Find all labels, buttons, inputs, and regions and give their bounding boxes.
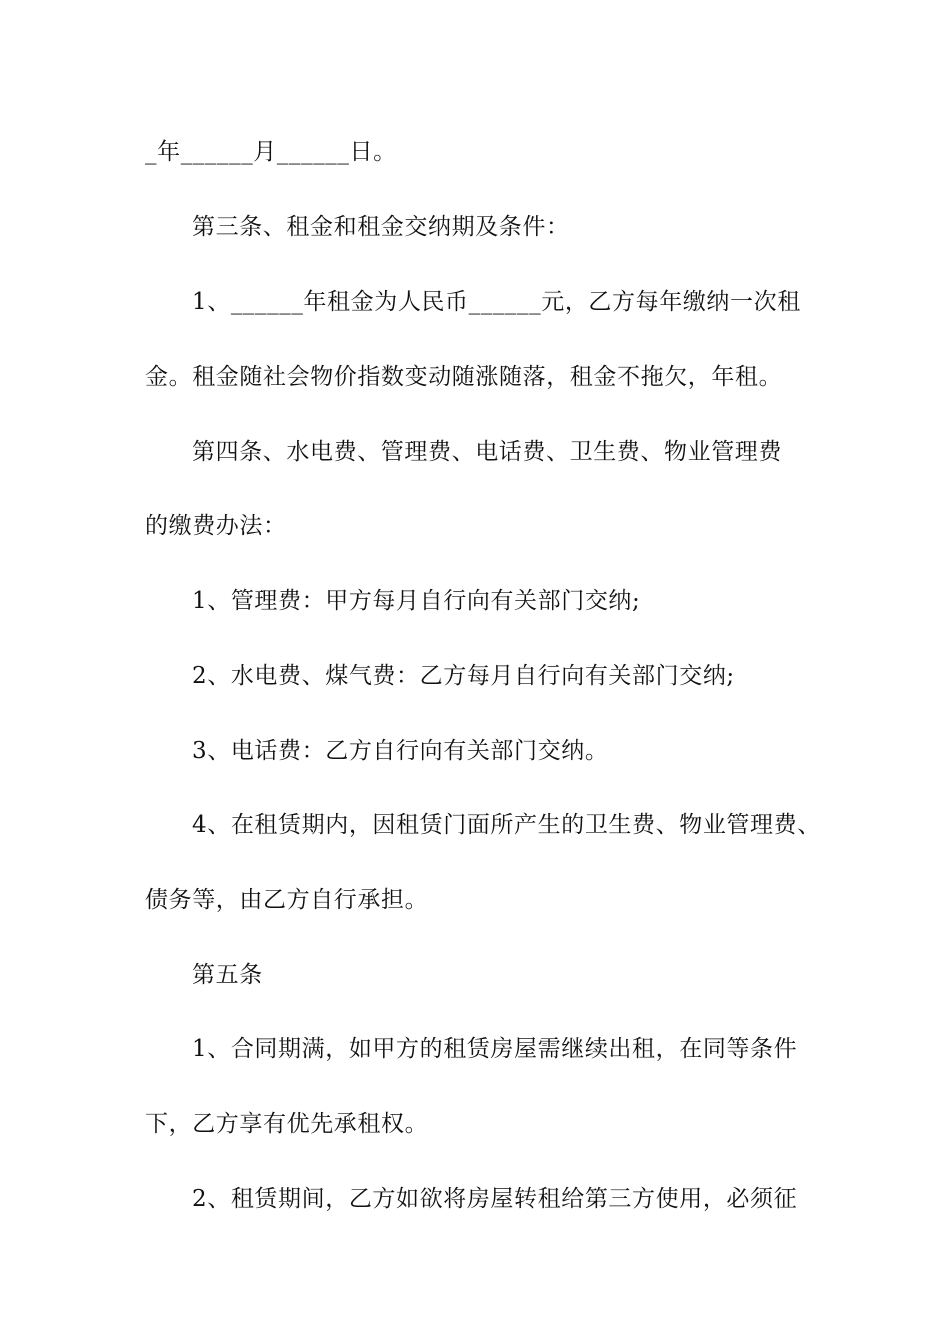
text-line: 下，乙方享有优先承租权。 [145, 1111, 429, 1137]
text-line: 1、______年租金为人民币______元，乙方每年缴纳一次租 [192, 289, 801, 315]
section-heading: 第五条 [192, 962, 263, 988]
text-line: _年______月______日。 [145, 139, 397, 165]
text-line: 1、合同期满，如甲方的租赁房屋需继续出租，在同等条件 [192, 1036, 798, 1062]
text-line: 的缴费办法： [145, 513, 287, 539]
text-line: 1、管理费：甲方每月自行向有关部门交纳; [192, 588, 641, 614]
section-heading: 第三条、租金和租金交纳期及条件： [192, 214, 570, 240]
text-line: 债务等，由乙方自行承担。 [145, 887, 429, 913]
text-line: 金。租金随社会物价指数变动随涨随落，租金不拖欠，年租。 [145, 364, 783, 390]
text-line: 3、电话费：乙方自行向有关部门交纳。 [192, 738, 609, 764]
text-line: 4、在租赁期内，因租赁门面所产生的卫生费、物业管理费、 [192, 812, 821, 838]
text-line: 2、租赁期间，乙方如欲将房屋转租给第三方使用，必须征 [192, 1186, 798, 1212]
section-heading: 第四条、水电费、管理费、电话费、卫生费、物业管理费 [192, 439, 782, 465]
text-line: 2、水电费、煤气费：乙方每月自行向有关部门交纳; [192, 663, 735, 689]
